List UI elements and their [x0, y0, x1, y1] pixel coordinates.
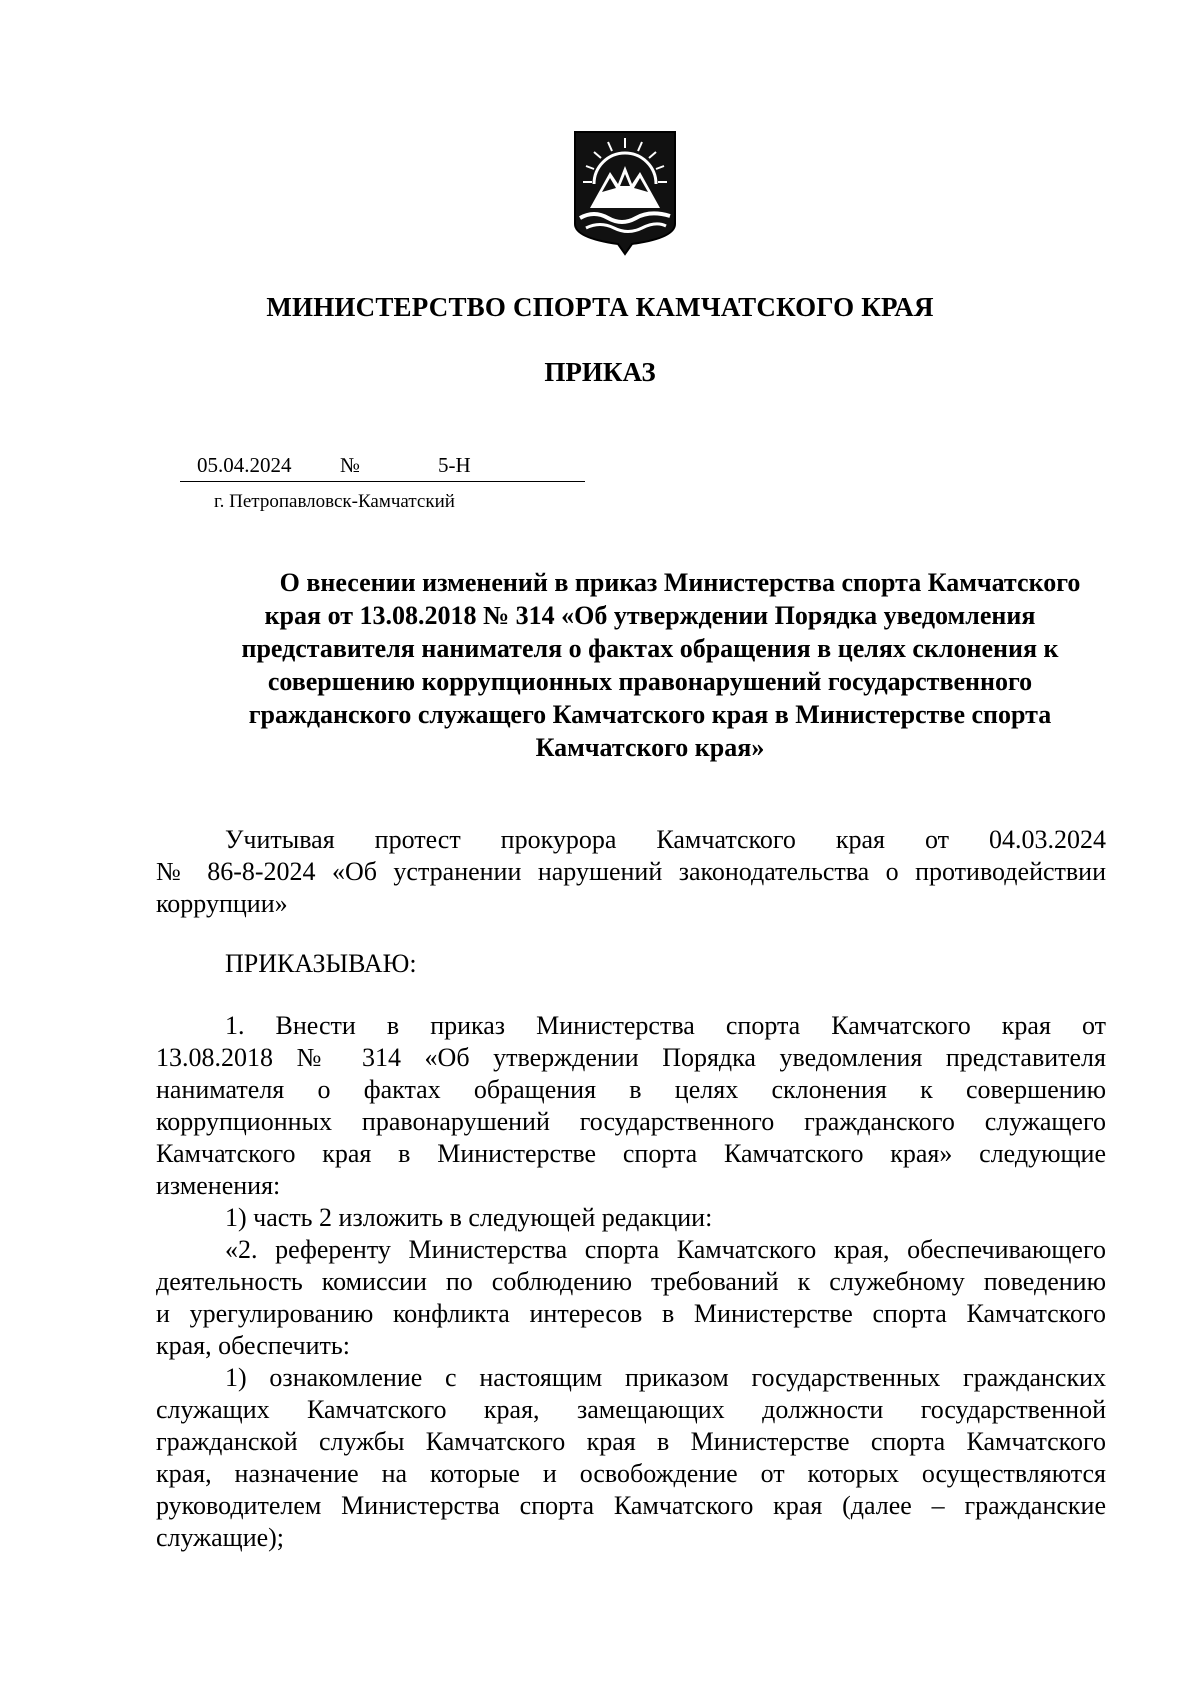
document-number: 5-Н: [438, 453, 471, 477]
item-1-line: нанимателя о фактах обращения в целях склонения к совершению: [156, 1075, 1106, 1104]
preamble-line: № 86-8-2024 «Об устранении нарушений законодательства о противодействии: [156, 857, 1106, 886]
title-line: совершению коррупционных правонарушений государственного: [267, 667, 1033, 696]
number-sign: №: [340, 453, 361, 477]
quoted-part-2: [156, 1234, 1106, 1362]
point-1-line: служащие);: [156, 1523, 285, 1552]
document-title: [190, 566, 1110, 764]
ministry-name: МИНИСТЕРСТВО СПОРТА КАМЧАТСКОГО КРАЯ: [266, 292, 934, 322]
preamble-line: коррупции»: [156, 889, 288, 918]
item-1: [156, 1010, 1106, 1202]
point-1: [156, 1362, 1106, 1554]
document-requisites: [180, 453, 585, 483]
point-1-line: служащих Камчатского края, замещающих должности государственной: [156, 1395, 1106, 1424]
requisites-underline: [180, 481, 585, 482]
title-line: Камчатского края»: [535, 733, 765, 762]
spacer: [156, 980, 1106, 1010]
spacer: [156, 920, 1106, 948]
preamble-line: Учитывая протест прокурора Камчатского края от 04.03.2024: [225, 825, 1106, 854]
order-word: ПРИКАЗЫВАЮ:: [225, 949, 417, 978]
title-line: края от 13.08.2018 № 314 «Об утверждении Порядка уведомления: [264, 601, 1036, 630]
quote-line: «2. референту Министерства спорта Камчатского края, обеспечивающего: [225, 1235, 1106, 1264]
item-1-line: 13.08.2018 № 314 «Об утверждении Порядка уведомления представителя: [156, 1043, 1106, 1072]
preamble: [156, 824, 1106, 920]
point-1-line: края, назначение на которые и освобождение от которых осуществляются: [156, 1459, 1106, 1488]
item-1-line: изменения:: [156, 1171, 281, 1200]
point-1-line: 1) ознакомление с настоящим приказом государственных гражданских: [225, 1363, 1106, 1392]
title-line: гражданского служащего Камчатского края в Министерстве спорта: [248, 700, 1052, 729]
document-type: ПРИКАЗ: [544, 357, 656, 387]
document-city: г. Петропавловск-Камчатский: [214, 491, 455, 512]
quote-line: края, обеспечить:: [156, 1331, 350, 1360]
document-date: 05.04.2024: [197, 453, 292, 477]
item-1-line: коррупционных правонарушений государственного гражданского служащего: [156, 1107, 1106, 1136]
subitem-1: 1) часть 2 изложить в следующей редакции:: [225, 1203, 713, 1232]
quote-line: и урегулированию конфликта интересов в Министерстве спорта Камчатского: [156, 1299, 1106, 1328]
title-line: представителя нанимателя о фактах обращения в целях склонения к: [241, 634, 1059, 663]
kamchatka-coat-of-arms-icon: [572, 126, 678, 256]
point-1-line: гражданской службы Камчатского края в Министерстве спорта Камчатского: [156, 1427, 1106, 1456]
title-line: О внесении изменений в приказ Министерства спорта Камчатского: [279, 568, 1081, 597]
quote-line: деятельность комиссии по соблюдению требований к служебному поведению: [156, 1267, 1106, 1296]
item-1-line: 1. Внести в приказ Министерства спорта Камчатского края от: [225, 1011, 1106, 1040]
item-1-line: Камчатского края в Министерстве спорта Камчатского края» следующие: [156, 1139, 1106, 1168]
point-1-line: руководителем Министерства спорта Камчатского края (далее – гражданские: [156, 1491, 1106, 1520]
document-body: [156, 824, 1106, 1554]
